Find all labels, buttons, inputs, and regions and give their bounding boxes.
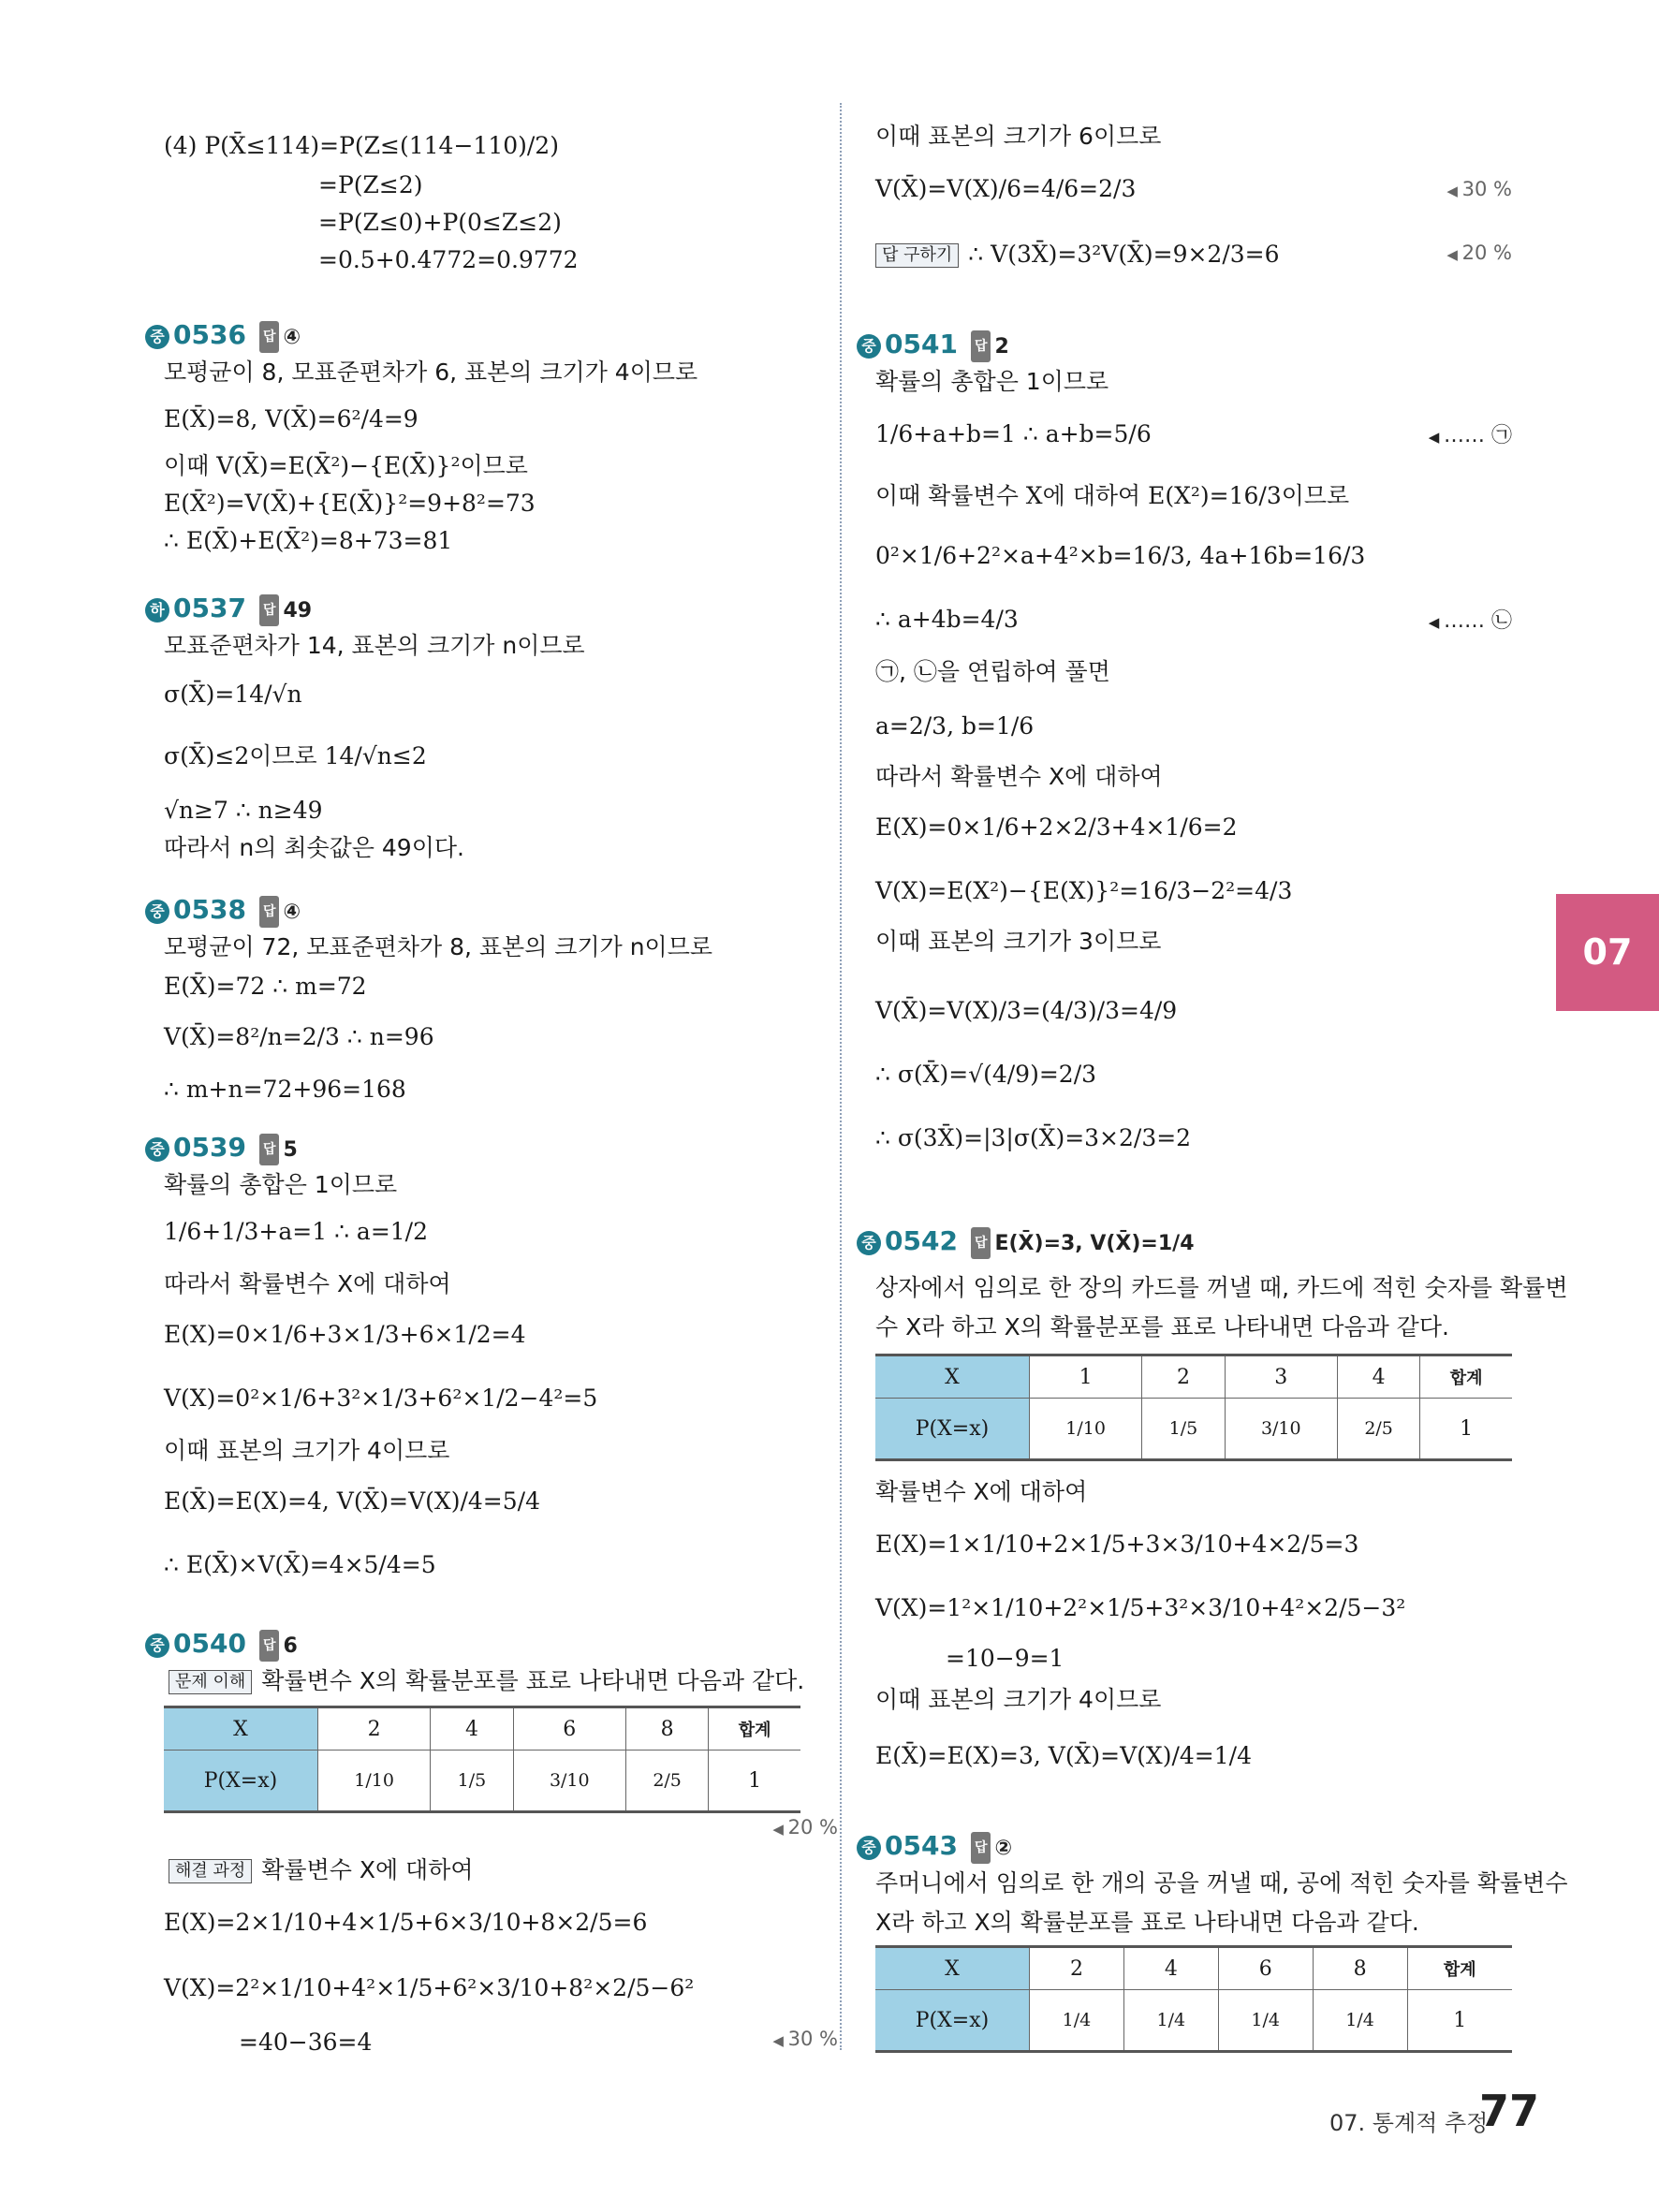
text-line: a=2/3, b=1/6 xyxy=(875,712,1035,740)
score-percent: ◀ 30 % xyxy=(1446,178,1512,200)
table-cell: P(X=x) xyxy=(875,1399,1030,1460)
table-cell: P(X=x) xyxy=(875,1990,1030,2052)
text-line: 확률변수 X에 대하여 xyxy=(875,1478,1088,1505)
table-cell: X xyxy=(875,1947,1030,1990)
text-line: =P(Z≤2) xyxy=(318,171,423,198)
table-cell: 4 xyxy=(1337,1355,1419,1399)
table-cell: 2 xyxy=(1030,1947,1124,1990)
text-line: V(X̄)=V(X)/6=4/6=2/3 xyxy=(875,175,1137,202)
text-line: E(X)=0×1/6+3×1/3+6×1/2=4 xyxy=(164,1321,526,1348)
text-line: σ(X̄)≤2이므로 14/√n≤2 xyxy=(164,742,427,769)
text-line: 이때 표본의 크기가 4이므로 xyxy=(164,1437,450,1464)
text-line: E(X̄)=8, V(X̄)=6²/4=9 xyxy=(164,405,418,432)
text-line: E(X̄²)=V(X̄)+{E(X̄)}²=9+8²=73 xyxy=(164,490,536,517)
text-line: σ(X̄)=14/√n xyxy=(164,681,302,708)
score-percent: ◀ 20 % xyxy=(772,1816,838,1838)
column-divider xyxy=(840,103,842,2050)
text-line: 문제 이해 확률변수 X의 확률분포를 표로 나타내면 다음과 같다. xyxy=(169,1666,804,1696)
score-percent: ◀ 30 % xyxy=(772,2028,838,2050)
text-line: V(X)=1²×1/10+2²×1/5+3²×3/10+4²×2/5−3² xyxy=(875,1594,1406,1621)
answer: 답 49 xyxy=(259,599,312,623)
text-line: X라 하고 X의 확률분포를 표로 나타내면 다음과 같다. xyxy=(875,1909,1419,1936)
text-line: 1/6+1/3+a=1 ∴ a=1/2 xyxy=(164,1218,429,1245)
problem-header-0542: 중 0542 답 E(X̄)=3, V(X̄)=1/4 xyxy=(857,1226,1195,1259)
text-line: ㉠, ㉡을 연립하여 풀면 xyxy=(875,658,1110,685)
text-line: =0.5+0.4772=0.9772 xyxy=(318,246,579,273)
distribution-table xyxy=(875,1354,1512,1461)
table-cell: 1/5 xyxy=(431,1751,513,1812)
footer-chapter-title: 07. 통계적 추정 xyxy=(1329,2110,1489,2136)
table-cell: 6 xyxy=(513,1707,625,1751)
table-cell: 1/5 xyxy=(1142,1399,1225,1460)
text-line: V(X̄)=8²/n=2/3 ∴ n=96 xyxy=(164,1023,434,1050)
text-line: ∴ σ(3X̄)=|3|σ(X̄)=3×2/3=2 xyxy=(875,1124,1192,1151)
text-line: 수 X라 하고 X의 확률분포를 표로 나타내면 다음과 같다. xyxy=(875,1313,1449,1340)
table-cell: 합계 xyxy=(1407,1947,1512,1990)
text-line: ∴ σ(X̄)=√(4/9)=2/3 xyxy=(875,1061,1097,1088)
text-line: 이때 V(X̄)=E(X̄²)−{E(X̄)}²이므로 xyxy=(164,452,528,479)
text-line: (4) P(X̄≤114)=P(Z≤(114−110)/2) xyxy=(164,132,559,159)
problem-header-0541: 중 0541 답 2 xyxy=(857,330,1009,362)
table-cell: 1/10 xyxy=(318,1751,431,1812)
text-line: V(X̄)=V(X)/3=(4/3)/3=4/9 xyxy=(875,997,1178,1024)
distribution-table xyxy=(875,1945,1512,2053)
text-line: 따라서 n의 최솟값은 49이다. xyxy=(164,834,464,861)
table-cell: 8 xyxy=(1313,1947,1407,1990)
table-cell: 3/10 xyxy=(1225,1399,1337,1460)
text-line: 상자에서 임의로 한 장의 카드를 꺼낼 때, 카드에 적힌 숫자를 확률변 xyxy=(875,1274,1568,1301)
table-cell: 3 xyxy=(1225,1355,1337,1399)
text-line: V(X)=2²×1/10+4²×1/5+6²×3/10+8²×2/5−6² xyxy=(164,1974,695,2001)
table-cell: 1 xyxy=(709,1751,800,1812)
text-line: 따라서 확률변수 X에 대하여 xyxy=(164,1270,451,1297)
text-line: ∴ a+4b=4/3 xyxy=(875,606,1019,633)
step-box: 문제 이해 xyxy=(169,1670,252,1694)
text-line: ∴ E(X̄)+E(X̄²)=8+73=81 xyxy=(164,527,453,554)
equation-mark: ◀ …… ㉡ xyxy=(1429,605,1512,634)
text-line: E(X̄)=72 ∴ m=72 xyxy=(164,973,367,1000)
text-line: =P(Z≤0)+P(0≤Z≤2) xyxy=(318,209,562,236)
table-cell: 2 xyxy=(1142,1355,1225,1399)
answer: 답 ② xyxy=(971,1837,1012,1860)
answer: 답 E(X̄)=3, V(X̄)=1/4 xyxy=(971,1232,1195,1255)
table-cell: 1 xyxy=(1420,1399,1512,1460)
table-cell: 1 xyxy=(1407,1990,1512,2052)
table-cell: 1/10 xyxy=(1030,1399,1142,1460)
problem-header-0543: 중 0543 답 ② xyxy=(857,1831,1012,1864)
text-line: E(X)=2×1/10+4×1/5+6×3/10+8×2/5=6 xyxy=(164,1909,648,1936)
text-line: E(X̄)=E(X)=4, V(X̄)=V(X)/4=5/4 xyxy=(164,1487,540,1515)
text-line: ∴ m+n=72+96=168 xyxy=(164,1076,406,1103)
text-line: 모평균이 8, 모표준편차가 6, 표본의 크기가 4이므로 xyxy=(164,359,698,386)
text-line: V(X)=0²×1/6+3²×1/3+6²×1/2−4²=5 xyxy=(164,1384,598,1412)
text-line: 0²×1/6+2²×a+4²×b=16/3, 4a+16b=16/3 xyxy=(875,542,1366,569)
answer: 답 5 xyxy=(259,1138,298,1162)
table-cell: 4 xyxy=(431,1707,513,1751)
step-box: 답 구하기 xyxy=(875,243,959,268)
table-cell: 2/5 xyxy=(625,1751,708,1812)
table-cell: 1/4 xyxy=(1313,1990,1407,2052)
answer: 답 2 xyxy=(971,335,1009,359)
answer: 답 ④ xyxy=(259,901,301,924)
text-line: 1/6+a+b=1 ∴ a+b=5/6 xyxy=(875,420,1152,447)
table-cell: 1/4 xyxy=(1030,1990,1124,2052)
problem-header-0537: 하 0537 답 49 xyxy=(145,593,312,626)
text-line: 모평균이 72, 모표준편차가 8, 표본의 크기가 n이므로 xyxy=(164,933,712,960)
table-cell: X xyxy=(164,1707,318,1751)
table-cell: 1/4 xyxy=(1123,1990,1218,2052)
answer: 답 6 xyxy=(259,1634,298,1658)
equation-mark: ◀ …… ㉠ xyxy=(1429,419,1512,448)
text-line: 확률의 총합은 1이므로 xyxy=(164,1171,398,1198)
answer: 답 ④ xyxy=(259,326,301,349)
table-cell: 6 xyxy=(1218,1947,1313,1990)
text-line: V(X)=E(X²)−{E(X)}²=16/3−2²=4/3 xyxy=(875,877,1293,904)
score-percent: ◀ 20 % xyxy=(1446,242,1512,264)
text-line: 이때 표본의 크기가 3이므로 xyxy=(875,928,1162,955)
problem-header-0539: 중 0539 답 5 xyxy=(145,1133,298,1165)
problem-header-0536: 중 0536 답 ④ xyxy=(145,320,301,353)
text-line: =10−9=1 xyxy=(946,1645,1064,1672)
table-cell: 합계 xyxy=(709,1707,800,1751)
text-line: 확률의 총합은 1이므로 xyxy=(875,368,1109,395)
text-line: 답 구하기 ∴ V(3X̄)=3²V(X̄)=9×2/3=6 xyxy=(875,240,1280,270)
text-line: E(X̄)=E(X)=3, V(X̄)=V(X)/4=1/4 xyxy=(875,1742,1252,1769)
text-line: =40−36=4 xyxy=(239,2029,373,2056)
table-cell: 4 xyxy=(1123,1947,1218,1990)
text-line: 이때 표본의 크기가 4이므로 xyxy=(875,1686,1162,1713)
table-cell: X xyxy=(875,1355,1030,1399)
table-cell: 합계 xyxy=(1420,1355,1512,1399)
page-number: 77 xyxy=(1479,2086,1540,2136)
text-line: 모표준편차가 14, 표본의 크기가 n이므로 xyxy=(164,632,585,659)
text-line: 이때 표본의 크기가 6이므로 xyxy=(875,123,1162,150)
text-line: √n≥7 ∴ n≥49 xyxy=(164,797,323,824)
table-cell: 1/4 xyxy=(1218,1990,1313,2052)
step-box: 해결 과정 xyxy=(169,1859,252,1883)
table-cell: 8 xyxy=(625,1707,708,1751)
text-line: ∴ E(X̄)×V(X̄)=4×5/4=5 xyxy=(164,1551,436,1578)
text-line: 주머니에서 임의로 한 개의 공을 꺼낼 때, 공에 적힌 숫자를 확률변수 xyxy=(875,1869,1568,1897)
table-cell: P(X=x) xyxy=(164,1751,318,1812)
text-line: 따라서 확률변수 X에 대하여 xyxy=(875,763,1163,790)
table-cell: 1 xyxy=(1030,1355,1142,1399)
problem-header-0540: 중 0540 답 6 xyxy=(145,1629,298,1662)
table-cell: 3/10 xyxy=(513,1751,625,1812)
problem-header-0538: 중 0538 답 ④ xyxy=(145,895,301,928)
text-line: 이때 확률변수 X에 대하여 E(X²)=16/3이므로 xyxy=(875,482,1350,509)
text-line: E(X)=1×1/10+2×1/5+3×3/10+4×2/5=3 xyxy=(875,1531,1359,1558)
table-cell: 2 xyxy=(318,1707,431,1751)
table-cell: 2/5 xyxy=(1337,1399,1419,1460)
chapter-tab: 07 xyxy=(1556,894,1659,1011)
text-line: E(X)=0×1/6+2×2/3+4×1/6=2 xyxy=(875,813,1238,841)
text-line: 해결 과정 확률변수 X에 대하여 xyxy=(169,1855,474,1885)
distribution-table xyxy=(164,1706,800,1813)
